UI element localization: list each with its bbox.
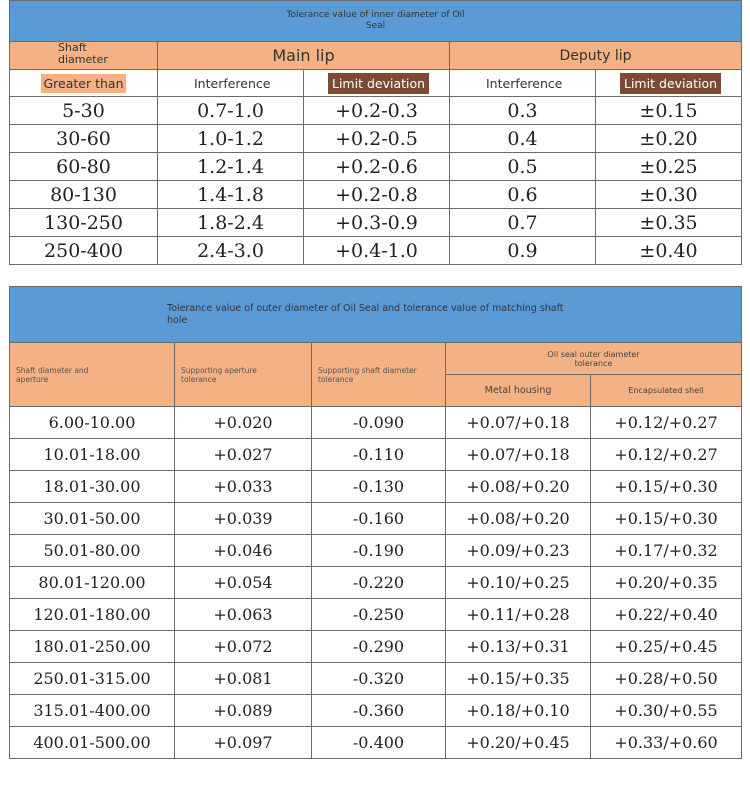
table-row [10,727,742,759]
table-cell: -0.110 [312,439,446,471]
inner-diameter-table [9,0,742,265]
table-row [10,695,742,727]
table-cell: 1.2-1.4 [158,153,304,181]
table-cell: 315.01-400.00 [10,695,175,727]
table-cell: 30.01-50.00 [10,503,175,535]
table2-title: Tolerance value of outer diameter of Oil Seal and tolerance value of matching shaft hole [10,287,742,343]
table-cell: 5-30 [10,97,158,125]
table-cell: +0.28/+0.50 [591,663,742,695]
table-row [10,663,742,695]
table-cell: +0.07/+0.18 [446,439,591,471]
table-cell: +0.11/+0.28 [446,599,591,631]
table-cell: +0.046 [175,535,312,567]
table-cell: +0.15/+0.30 [591,503,742,535]
table-cell: +0.089 [175,695,312,727]
table-cell: +0.2-0.3 [304,97,450,125]
shaft-aperture-header: Shaft diameter and aperture [10,343,175,407]
table-cell: -0.320 [312,663,446,695]
table-cell: +0.07/+0.18 [446,407,591,439]
metal-housing-header: Metal housing [446,375,591,407]
table-row [10,535,742,567]
table-cell: +0.033 [175,471,312,503]
table-row [10,407,742,439]
table-row [10,153,742,181]
table-cell: 10.01-18.00 [10,439,175,471]
greater-than-header: Greater than [10,70,158,97]
table-cell: 0.4 [450,125,596,153]
table-cell: +0.2-0.8 [304,181,450,209]
table-cell: +0.097 [175,727,312,759]
table-cell: +0.2-0.5 [304,125,450,153]
table-cell: -0.090 [312,407,446,439]
table-cell: +0.33/+0.60 [591,727,742,759]
table-cell: 18.01-30.00 [10,471,175,503]
table-cell: 130-250 [10,209,158,237]
table-cell: +0.063 [175,599,312,631]
table-cell: +0.039 [175,503,312,535]
table-cell: +0.30/+0.55 [591,695,742,727]
table-cell: ±0.35 [596,209,742,237]
table-cell: +0.15/+0.35 [446,663,591,695]
table1-title: Tolerance value of inner diameter of Oil Seal [10,1,742,42]
table-cell: 1.0-1.2 [158,125,304,153]
table-cell: 1.4-1.8 [158,181,304,209]
deputy-lip-header: Deputy lip [450,42,742,70]
table-cell: -0.360 [312,695,446,727]
table-row [10,439,742,471]
table-cell: +0.027 [175,439,312,471]
table-cell: 80.01-120.00 [10,567,175,599]
table-cell: +0.020 [175,407,312,439]
table-cell: 250.01-315.00 [10,663,175,695]
table-row [10,471,742,503]
table-cell: +0.072 [175,631,312,663]
table-cell: +0.20/+0.45 [446,727,591,759]
table-cell: ±0.40 [596,237,742,265]
table-cell: +0.09/+0.23 [446,535,591,567]
table-cell: 250-400 [10,237,158,265]
table-cell: ±0.20 [596,125,742,153]
interference-header-main: Interference [158,70,304,97]
interference-header-deputy: Interference [450,70,596,97]
limit-deviation-header-main: Limit deviation [304,70,450,97]
shaft-diameter-header: Shaft diameter [10,42,158,70]
table-cell: 80-130 [10,181,158,209]
table-cell: ±0.30 [596,181,742,209]
table-cell: +0.18/+0.10 [446,695,591,727]
table-cell: 50.01-80.00 [10,535,175,567]
table-cell: +0.12/+0.27 [591,407,742,439]
table-cell: -0.220 [312,567,446,599]
table-cell: 0.9 [450,237,596,265]
table-cell: +0.20/+0.35 [591,567,742,599]
table-cell: +0.08/+0.20 [446,503,591,535]
table-cell: 0.5 [450,153,596,181]
table-cell: ±0.15 [596,97,742,125]
supporting-shaft-header: Supporting shaft diameter tolerance [312,343,446,407]
table-cell: +0.15/+0.30 [591,471,742,503]
table-row [10,567,742,599]
table-cell: +0.10/+0.25 [446,567,591,599]
table-cell: -0.130 [312,471,446,503]
main-lip-header: Main lip [158,42,450,70]
outer-diameter-group-header: Oil seal outer diameter tolerance [446,343,742,375]
table-cell: ±0.25 [596,153,742,181]
table-cell: -0.400 [312,727,446,759]
table-cell: 1.8-2.4 [158,209,304,237]
table-cell: +0.4-1.0 [304,237,450,265]
table-cell: 0.6 [450,181,596,209]
table-row [10,237,742,265]
table-row [10,631,742,663]
table-cell: +0.08/+0.20 [446,471,591,503]
table-cell: 180.01-250.00 [10,631,175,663]
table-cell: +0.17/+0.32 [591,535,742,567]
encapsulated-shell-header: Encapsulated shell [591,375,742,407]
table-cell: 2.4-3.0 [158,237,304,265]
table-cell: 30-60 [10,125,158,153]
table-cell: +0.12/+0.27 [591,439,742,471]
table-cell: +0.3-0.9 [304,209,450,237]
table-cell: 0.7 [450,209,596,237]
table-cell: 0.3 [450,97,596,125]
table-row [10,209,742,237]
table-cell: +0.081 [175,663,312,695]
table-cell: -0.290 [312,631,446,663]
table-cell: 0.7-1.0 [158,97,304,125]
table-cell: -0.250 [312,599,446,631]
table-row [10,599,742,631]
table-cell: +0.054 [175,567,312,599]
table-cell: 400.01-500.00 [10,727,175,759]
table-cell: +0.2-0.6 [304,153,450,181]
table-cell: +0.22/+0.40 [591,599,742,631]
limit-deviation-header-deputy: Limit deviation [596,70,742,97]
table-row [10,181,742,209]
table-cell: 60-80 [10,153,158,181]
table-row [10,503,742,535]
table-cell: 120.01-180.00 [10,599,175,631]
table-row [10,97,742,125]
table-cell: +0.25/+0.45 [591,631,742,663]
table-row [10,125,742,153]
table-cell: 6.00-10.00 [10,407,175,439]
supporting-aperture-header: Supporting aperture tolerance [175,343,312,407]
table-cell: -0.190 [312,535,446,567]
outer-diameter-table [9,286,742,759]
table-cell: +0.13/+0.31 [446,631,591,663]
table-cell: -0.160 [312,503,446,535]
